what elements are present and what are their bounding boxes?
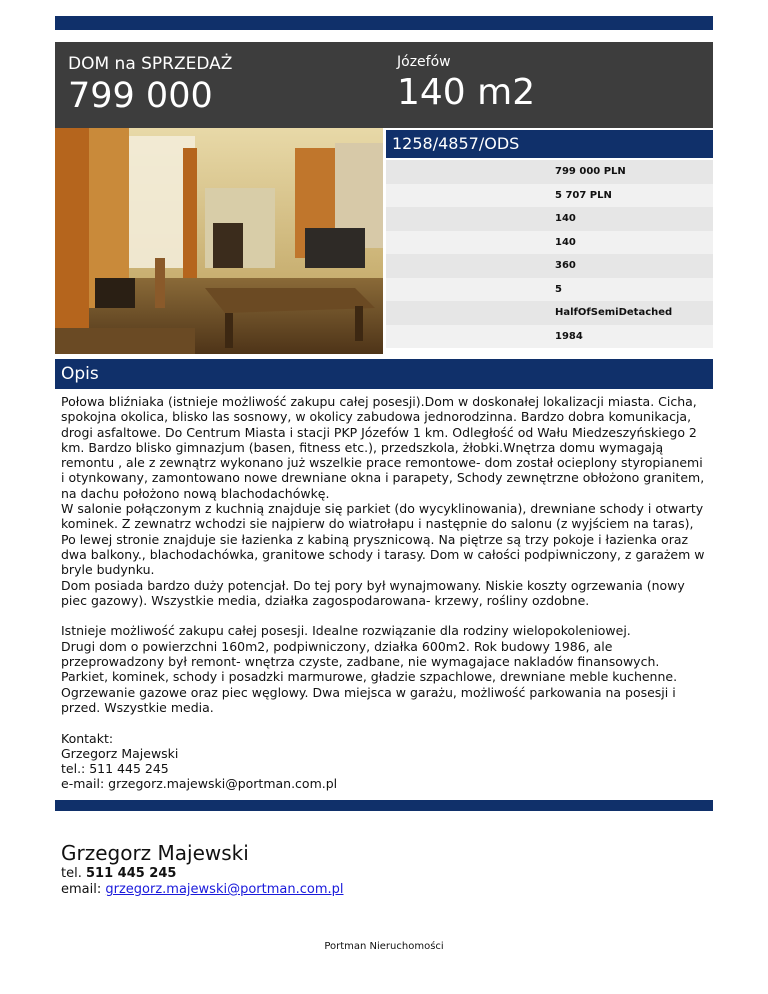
param-building-type: HalfOfSemiDetached xyxy=(386,301,713,325)
property-photo-image xyxy=(55,128,383,354)
agent-phone: 511 445 245 xyxy=(85,866,177,881)
agent-email-link[interactable]: grzegorz.majewski@portman.com.pl xyxy=(105,882,344,897)
offer-area: 140 m2 xyxy=(397,72,536,113)
offer-reference: 1258/4857/ODS xyxy=(386,130,713,158)
offer-header xyxy=(55,42,713,128)
agent-email-line xyxy=(61,882,344,898)
agent-phone-line xyxy=(61,866,344,882)
agent-phone-label: tel. xyxy=(61,866,82,881)
param-year-built: 1984 xyxy=(386,325,713,349)
agent-name: Grzegorz Majewski xyxy=(61,841,249,865)
offer-type-label: DOM na SPRZEDAŻ xyxy=(68,54,233,74)
agent-card xyxy=(61,840,344,898)
offer-price: 799 000 xyxy=(68,76,213,116)
property-photo xyxy=(55,128,383,354)
agent-email-label: email: xyxy=(61,882,102,897)
description-body xyxy=(61,394,709,807)
footer-company: Portman Nieruchomości xyxy=(324,941,444,952)
offer-params-table xyxy=(386,160,713,348)
bottom-accent-bar xyxy=(55,800,713,811)
offer-location: Józefów xyxy=(397,54,451,70)
description-contact: Kontakt: Grzegorz Majewski tel.: 511 445 245 e-mail: grzegorz.majewski@portman.com.pl xyxy=(61,730,338,792)
top-accent-bar xyxy=(55,16,713,30)
param-plot-area: 360 xyxy=(386,254,713,278)
description-heading: Opis xyxy=(55,359,713,389)
param-usable-area: 140 xyxy=(386,231,713,255)
param-rooms: 5 xyxy=(386,278,713,302)
param-price: 799 000 PLN xyxy=(386,160,713,184)
param-area: 140 xyxy=(386,207,713,231)
description-paragraph: Istnieje możliwość zakupu całej posesji. Idealne rozwiązanie dla rodziny wielopokoleniowej. Drugi dom o powierzchni 160m2, podpiwniczony, działka 600m2. Rok budowy 1986, ale przeprowadzony był remont- wnętrza czyste, zadbane, nie wymagajace nakladów finansowych. Parkiet, kominek, schody i posadzki marmurowe, gładzie szpachlowe, drewniane meble kuchenne. Ogrzewanie gazowe oraz piec węglowy. Dwa miejsca w garażu, możliwość parkowania na posesji i przed. Wszystkie media. xyxy=(61,623,678,715)
param-price-per-m2: 5 707 PLN xyxy=(386,184,713,208)
description-paragraph: Połowa bliźniaka (istnieje możliwość zakupu całej posesji).Dom w doskonałej lokalizacji miasta. Cicha, spokojna okolica, blisko las sosnowy, w okolicy zabudowa jednorodzinna. Bardzo dobra komunikacja, drogi asfaltowe. Do Centrum Miasta i stacji PKP Józefów 1 km. Odległość od Wału Miedzeszyńskiego 2 km. Bardzo blisko gimnazjum (basen, fitness etc.), przedszkola, żłobki.Wnętrza domu wymagają remontu , ale z zewnątrz wykonano już wszelkie prace remontowe- dom został ocieplony styropianemi i otynkowany, zamontowano nowe drewniane okna i parapety, Schody zewnętrzne obłożono granitem, na dachu położono nową blachodachówkę. W salonie połączonym z kuchnią znajduje się parkiet (do wycyklinowania), drewniane schody i otwarty kominek. Z zewnatrz wchodzi sie najpierw do wiatrołapu i następnie do salonu (z wyjściem na taras), Po lewej stronie znajduje sie łazienka z kabiną prysznicową. Na piętrze są trzy pokoje i łazienka oraz dwa balkony., blachodachówka, granitowe schody i tarasy. Dom w całości podpiwniczony, z garażem w bryle budynku. Dom posiada bardzo duży potencjał. Do tej pory był wynajmowany. Niskie koszty ogrzewania (nowy piec gazowy). Wszystkie media, działka zagospodarowana- krzewy, rośliny ozdobne. xyxy=(61,394,705,608)
